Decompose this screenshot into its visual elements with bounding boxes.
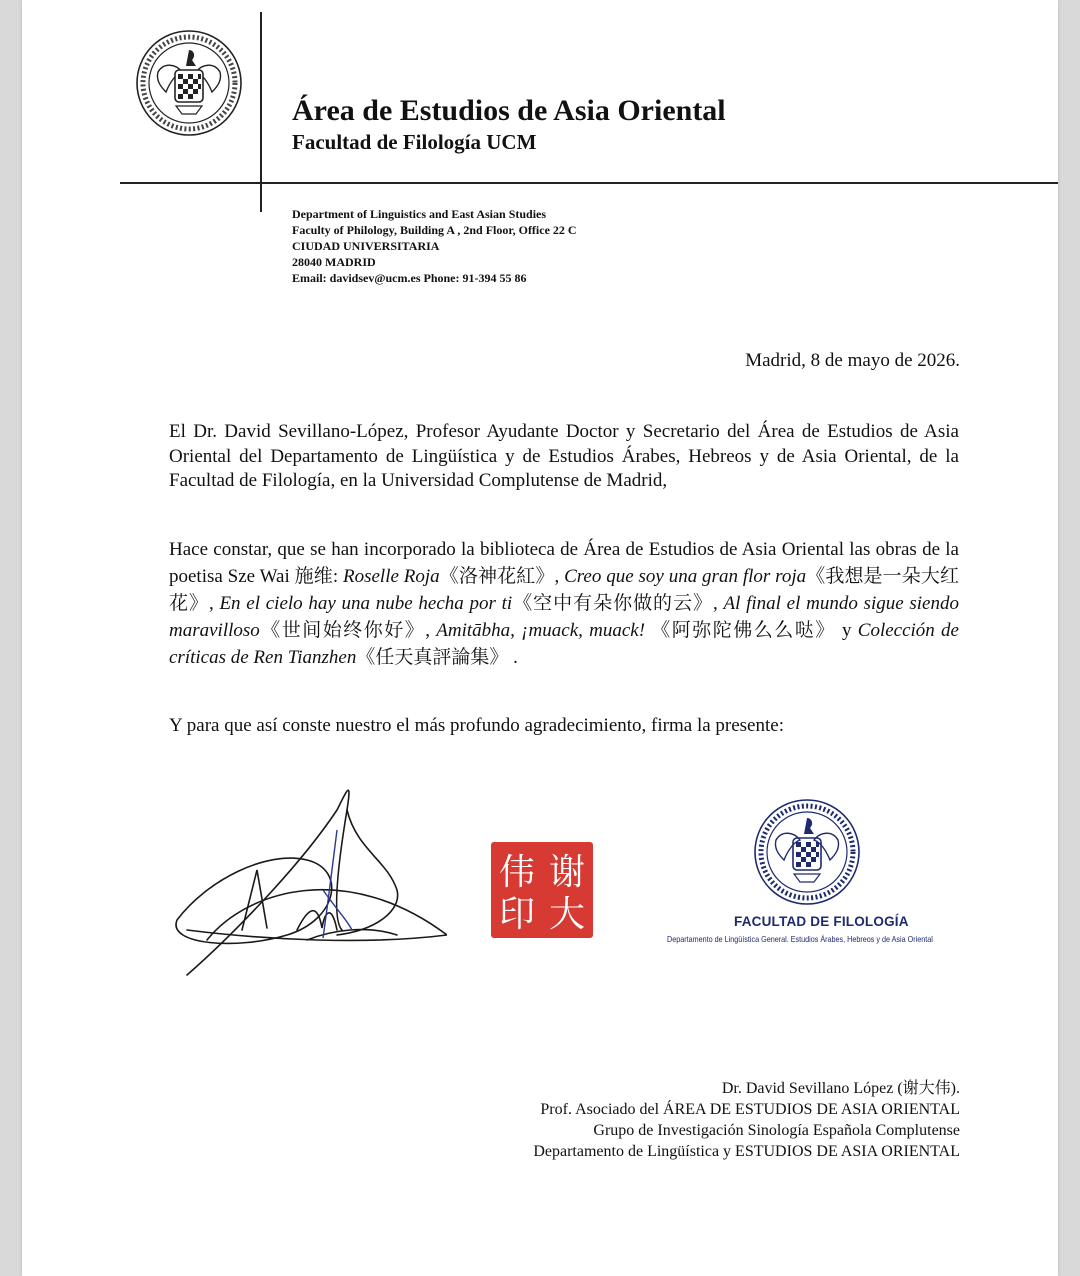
faculty-subtitle: Facultad de Filología UCM: [292, 130, 537, 154]
work-title-zh: 《空中有朵你做的云》: [512, 593, 713, 614]
work-title-zh: 《任天真評論集》: [356, 647, 509, 668]
university-crest-icon: [134, 26, 244, 140]
faculty-stamp-crest-icon: [752, 794, 862, 910]
work-title-es: Amitābha, ¡muack, muack!: [436, 620, 646, 641]
work-title-zh: 《我想是一朵大红花》: [169, 566, 959, 614]
contact-line: 28040 MADRID: [292, 255, 376, 269]
closing-paragraph: Y para que así conste nuestro el más profundo agradecimiento, firma la presente:: [169, 715, 784, 736]
seal-char: 谢: [548, 852, 586, 893]
signatory-block: [533, 1078, 960, 1162]
separator: ,: [554, 566, 565, 587]
signatory-line: Prof. Asociado del ÁREA DE ESTUDIOS DE ASIA ORIENTAL: [540, 1101, 960, 1118]
work-title-es: Colección de críticas de Ren Tianzhen: [169, 620, 959, 668]
signatory-line: Departamento de Lingüística y ESTUDIOS DE ASIA ORIENTAL: [533, 1143, 960, 1160]
stamp-subtitle: Departamento de Lingüística General. Estudios Árabes, Hebreos y de Asia Oriental: [667, 934, 933, 944]
intro-paragraph: El Dr. David Sevillano-López, Profesor Ayudante Doctor y Secretario del Área de Estudios de Asia Oriental del Departamento de Lingüística y de Estudios Árabes, Hebreos y de Asia Oriental, de la Facultad de Filología, en la Universidad Complutense de Madrid,: [169, 421, 959, 491]
conjunction: y: [835, 620, 858, 641]
work-title-zh: 《阿弥陀佛么么哒》: [645, 620, 836, 641]
signatory-line: Dr. David Sevillano López (谢大伟).: [721, 1080, 960, 1097]
contact-line: Email: davidsev@ucm.es Phone: 91-394 55 86: [292, 271, 527, 285]
seal-char: 伟: [498, 852, 536, 893]
contact-line: CIUDAD UNIVERSITARIA: [292, 239, 440, 253]
work-title-zh: 《洛神花紅》: [439, 566, 555, 587]
handwritten-signature-icon: [147, 770, 447, 980]
work-title-es: Al final el mundo sigue siendo maravilloso: [169, 593, 959, 641]
certification-intro: Hace constar, que se han incorporado la biblioteca de Área de Estudios de Asia Oriental las obras de la poetisa Sze Wai 施维:: [169, 539, 959, 587]
document-page: [22, 0, 1058, 1276]
seal-char: 大: [548, 894, 586, 935]
separator: ,: [713, 593, 724, 614]
chinese-name-seal: [489, 840, 595, 940]
separator: ,: [425, 620, 437, 641]
contact-line: Department of Linguistics and East Asian Studies: [292, 207, 547, 221]
paragraph-end: .: [508, 647, 518, 668]
work-title-es: Creo que soy una gran flor roja: [564, 566, 807, 587]
work-title-es: En el cielo hay una nube hecha por ti: [219, 593, 513, 614]
letter-date: Madrid, 8 de mayo de 2026.: [745, 350, 960, 371]
separator: ,: [208, 593, 220, 614]
contact-line: Faculty of Philology, Building A , 2nd Floor, Office 22 C: [292, 223, 577, 237]
seal-char: 印: [498, 894, 536, 935]
certification-paragraph: [169, 536, 959, 671]
work-title-es: Roselle Roja: [342, 566, 440, 587]
contact-block: [292, 206, 577, 286]
signatory-line: Grupo de Investigación Sinología Española Complutense: [593, 1122, 960, 1139]
header-horizontal-rule: [120, 182, 1058, 184]
department-title: Área de Estudios de Asia Oriental: [292, 94, 726, 127]
work-title-zh: 《世间始终你好》: [259, 620, 426, 641]
stamp-title: FACULTAD DE FILOLOGÍA: [734, 914, 909, 929]
